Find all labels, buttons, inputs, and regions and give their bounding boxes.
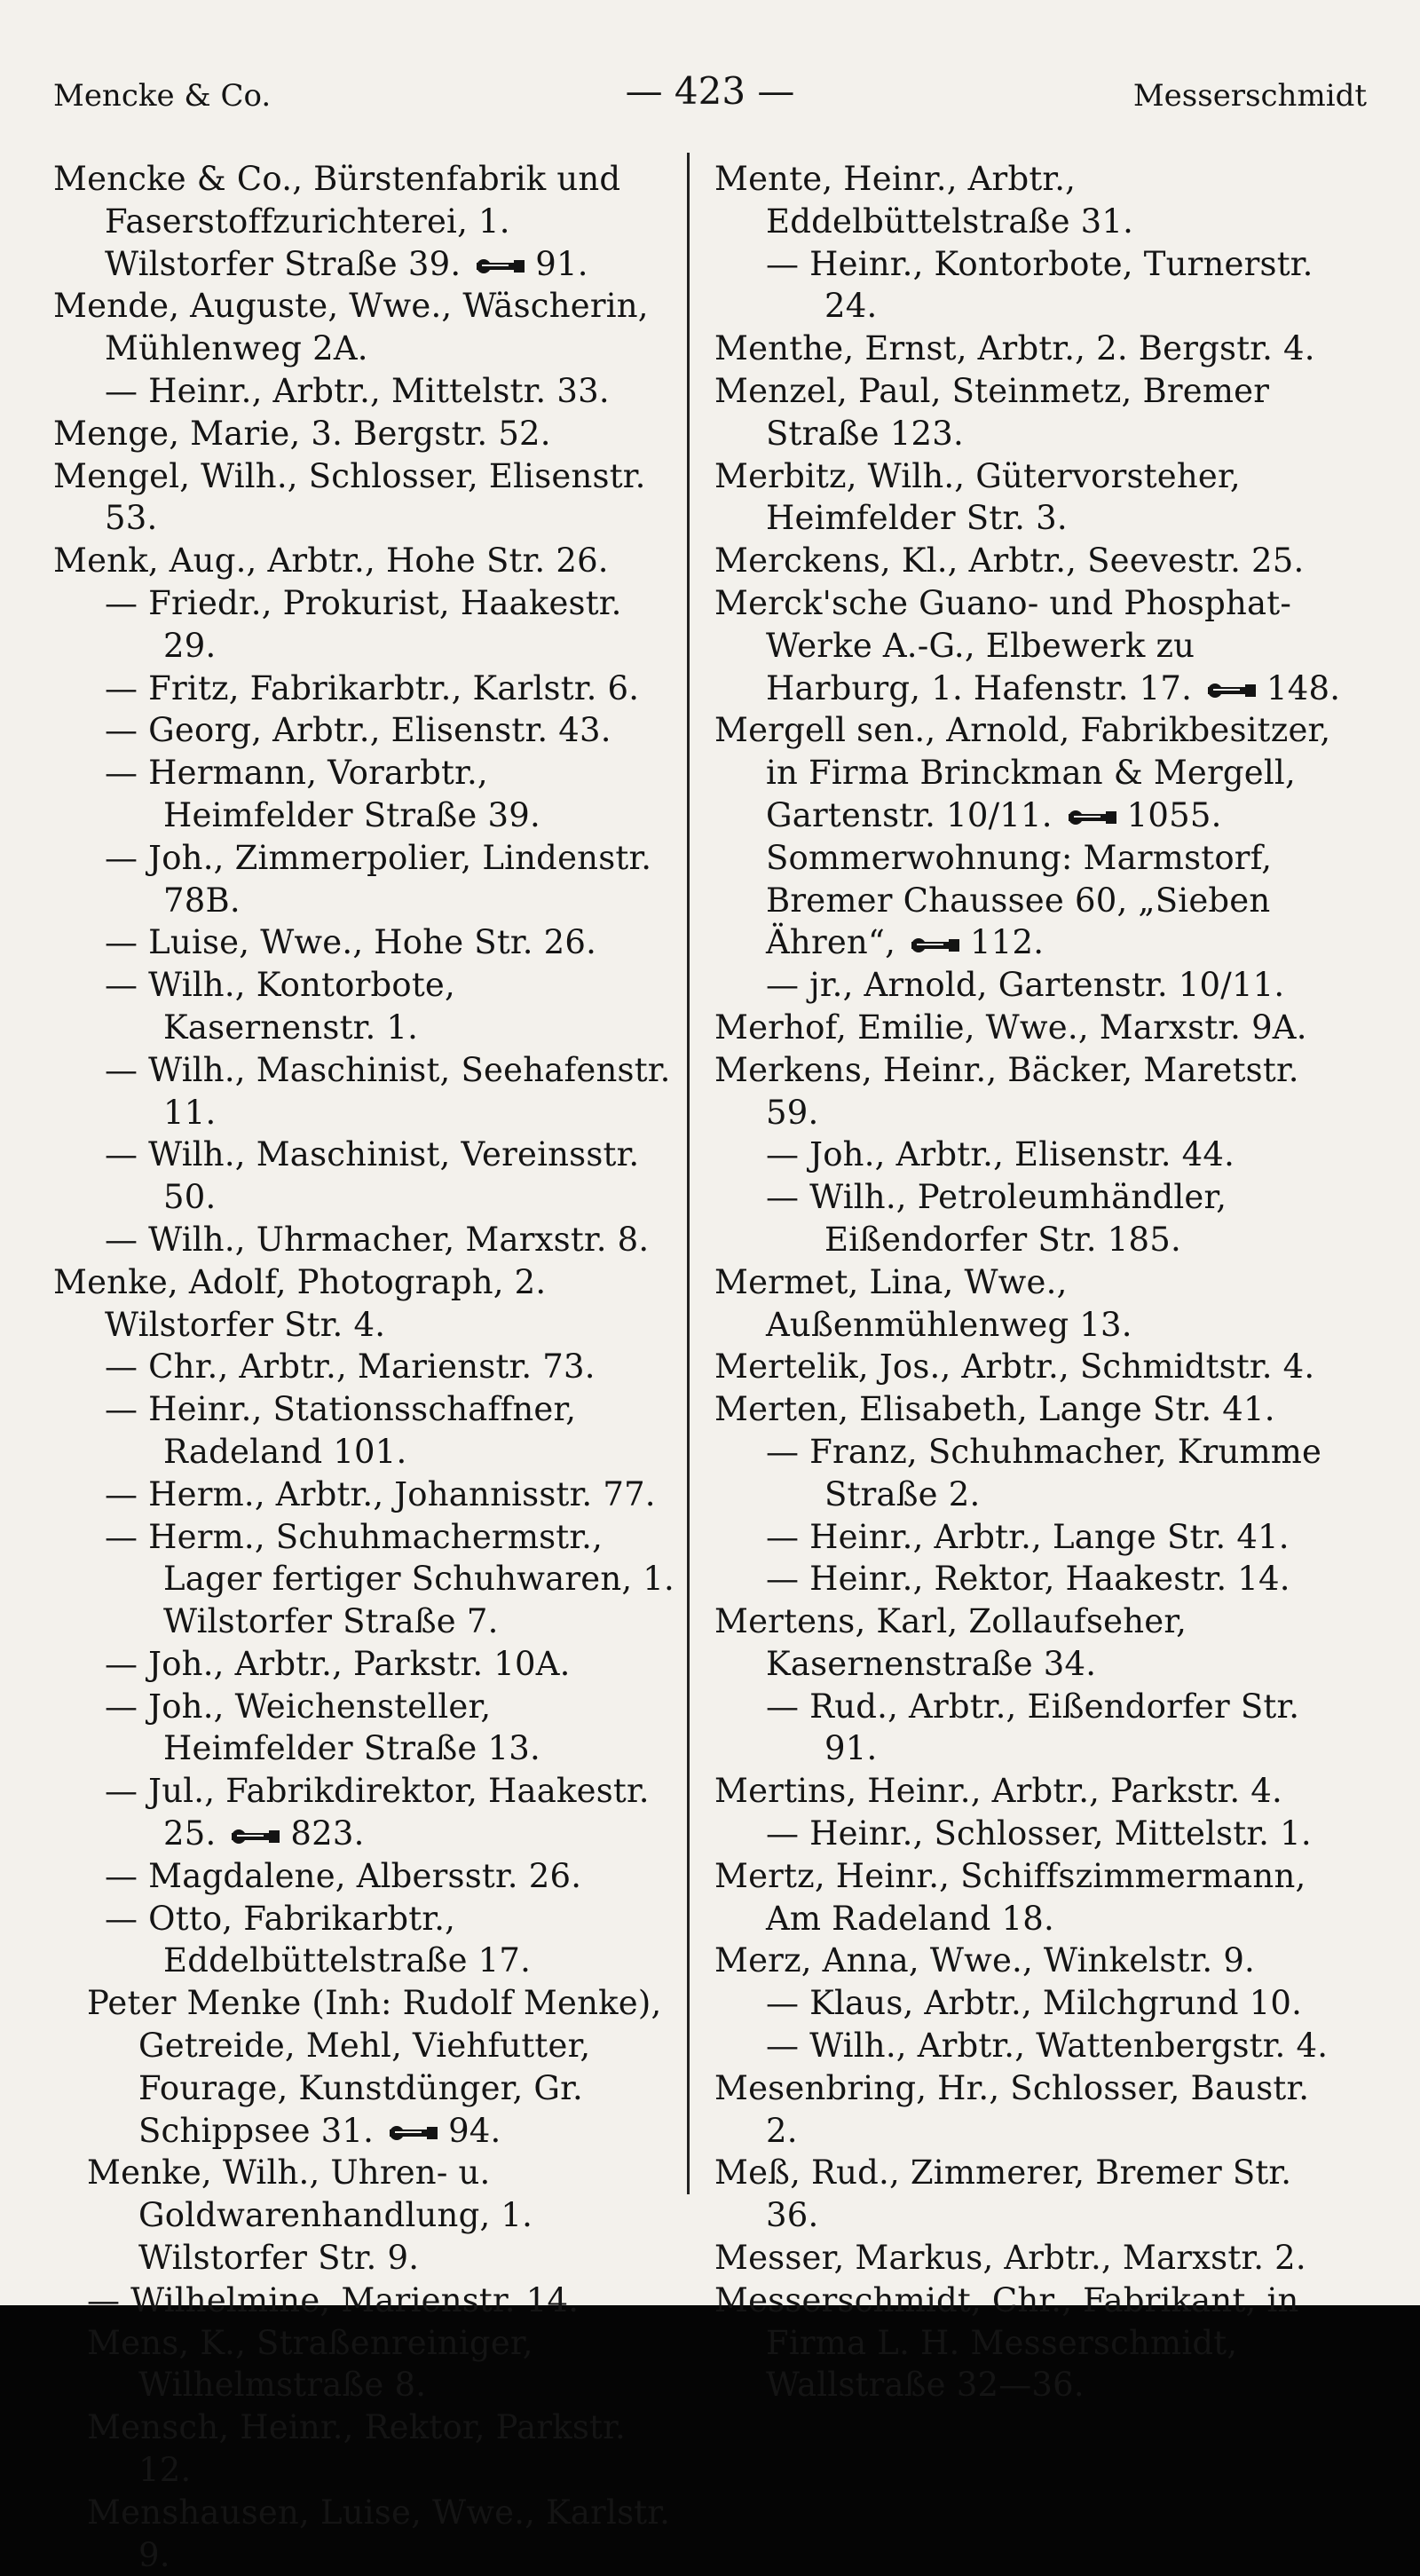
page-number: — 423 —	[625, 69, 795, 113]
telephone-icon	[388, 2123, 439, 2143]
entry-text: — Joh., Arbtr., Parkstr. 10A.	[105, 1644, 571, 1683]
entry-text: — Klaus, Arbtr., Milchgrund 10.	[766, 1984, 1303, 2023]
column-divider	[687, 153, 690, 2194]
directory-entry	[714, 2025, 1345, 2067]
directory-entry	[714, 370, 1345, 455]
directory-entry	[714, 1770, 1345, 1813]
directory-entry	[53, 1643, 674, 1686]
directory-entry	[53, 1982, 674, 2152]
directory-entry	[714, 1176, 1345, 1261]
entry-text: — Hermann, Vorarbtr., Heimfelder Straße 39.	[105, 754, 540, 834]
entry-text: Menk, Aug., Arbtr., Hohe Str. 26.	[53, 541, 609, 581]
directory-entry	[714, 1940, 1345, 1982]
directory-entry	[714, 1049, 1345, 1134]
phone-number: 112.	[970, 923, 1045, 962]
entry-text: — Magdalene, Albersstr. 26.	[105, 1856, 582, 1895]
directory-entry	[53, 837, 674, 922]
entry-text: — Joh., Arbtr., Elisenstr. 44.	[766, 1135, 1235, 1174]
directory-entry	[53, 2492, 674, 2576]
directory-entry	[53, 2280, 674, 2322]
entry-text: Menke, Adolf, Photograph, 2. Wilstorfer Str. 4.	[53, 1262, 547, 1344]
directory-entry	[714, 2152, 1345, 2237]
entry-text: Menke, Wilh., Uhren- u. Goldwarenhandlung, 1. Wilstorfer Str. 9.	[87, 2153, 533, 2278]
directory-entry	[714, 1261, 1345, 1347]
directory-entry	[714, 158, 1345, 243]
entry-text: — jr., Arnold, Gartenstr. 10/11.	[766, 966, 1285, 1005]
directory-entry	[53, 2152, 674, 2279]
entry-text: Mente, Heinr., Arbtr., Eddelbüttelstraße 31.	[714, 160, 1134, 241]
directory-entry	[53, 1219, 674, 1261]
entry-text: Menge, Marie, 3. Bergstr. 52.	[53, 414, 551, 453]
entry-text: — Heinr., Stationsschaffner, Radeland 101.	[105, 1390, 577, 1471]
entry-text: Peter Menke (Inh: Rudolf Menke), Getreide, Mehl, Viehfutter, Fourage, Kunstdünger, Gr. Schippsee 31.	[87, 1984, 662, 2150]
entry-text: — Luise, Wwe., Hohe Str. 26.	[105, 923, 597, 962]
entry-text: Mencke & Co., Bürstenfabrik und Faserstoffzurichterei, 1. Wilstorfer Straße 39.	[53, 160, 621, 283]
entry-text: — Rud., Arbtr., Eißendorfer Str. 91.	[766, 1687, 1300, 1768]
entry-text: Merten, Elisabeth, Lange Str. 41.	[714, 1390, 1275, 1429]
directory-entry	[53, 709, 674, 752]
entry-text: Mergell sen., Arnold, Fabrikbesitzer, in Firma Brinckman & Mergell, Gartenstr. 10/11.	[714, 711, 1331, 834]
entry-text: Meß, Rud., Zimmerer, Bremer Str. 36.	[714, 2153, 1292, 2235]
entry-text: Mende, Auguste, Wwe., Wäscherin, Mühlenweg 2A.	[53, 287, 649, 368]
directory-entry	[714, 1982, 1345, 2025]
entry-text: Mertelik, Jos., Arbtr., Schmidtstr. 4.	[714, 1347, 1315, 1387]
entry-text: Mertens, Karl, Zollaufseher, Kasernenstraße 34.	[714, 1602, 1187, 1683]
directory-entry	[714, 1855, 1345, 1940]
left-column	[53, 158, 674, 2576]
directory-entry	[53, 1388, 674, 1474]
entry-text: — Wilh., Kontorbote, Kasernenstr. 1.	[105, 966, 455, 1047]
phone-number: 823.	[290, 1814, 365, 1853]
entry-text: — Heinr., Rektor, Haakestr. 14.	[766, 1560, 1290, 1599]
directory-entry	[714, 1431, 1345, 1516]
entry-text: — Herm., Schuhmachermstr., Lager fertiger Schuhwaren, 1. Wilstorfer Straße 7.	[105, 1517, 674, 1641]
directory-entry	[53, 752, 674, 837]
entry-text: — Chr., Arbtr., Marienstr. 73.	[105, 1347, 596, 1387]
running-head-left: Mencke & Co.	[53, 78, 272, 114]
directory-entry	[53, 1770, 674, 1855]
directory-entry	[714, 2237, 1345, 2280]
entry-text: Merhof, Emilie, Wwe., Marxstr. 9A.	[714, 1007, 1307, 1047]
entry-text: Merckens, Kl., Arbtr., Seevestr. 25.	[714, 541, 1305, 581]
directory-entry	[53, 285, 674, 370]
directory-entry	[53, 1898, 674, 1983]
directory-entry	[53, 2406, 674, 2492]
entry-text: — Franz, Schuhmacher, Krumme Straße 2.	[766, 1432, 1322, 1513]
entry-text: — Wilhelmine, Marienstr. 14.	[87, 2280, 580, 2319]
directory-entry	[714, 1388, 1345, 1431]
entry-text: — Wilh., Maschinist, Seehafenstr. 11.	[105, 1050, 671, 1132]
directory-entry	[53, 1516, 674, 1643]
phone-number: 1055.	[1126, 795, 1222, 834]
entry-text: — Wilh., Uhrmacher, Marxstr. 8.	[105, 1220, 650, 1259]
directory-entry	[714, 540, 1345, 582]
directory-entry	[714, 582, 1345, 709]
directory-entry	[714, 1516, 1345, 1559]
directory-entry	[714, 709, 1345, 964]
entry-text: — Heinr., Schlosser, Mittelstr. 1.	[766, 1814, 1312, 1853]
telephone-icon	[475, 257, 526, 276]
entry-text: Mensch, Heinr., Rektor, Parkstr. 12.	[87, 2408, 626, 2490]
directory-entry	[53, 964, 674, 1049]
entry-text: Messer, Markus, Arbtr., Marxstr. 2.	[714, 2239, 1306, 2278]
telephone-icon	[1067, 808, 1118, 827]
entry-text: — Joh., Weichensteller, Heimfelder Straße 13.	[105, 1687, 540, 1768]
directory-entry	[714, 1558, 1345, 1600]
directory-entry	[53, 1261, 674, 1347]
directory-entry	[53, 455, 674, 541]
entry-text: — Wilh., Arbtr., Wattenbergstr. 4.	[766, 2027, 1329, 2066]
entry-text: — Herm., Arbtr., Johannisstr. 77.	[105, 1474, 656, 1513]
directory-entry	[714, 1813, 1345, 1855]
directory-entry	[53, 668, 674, 710]
entry-text: Mertz, Heinr., Schiffszimmermann, Am Radeland 18.	[714, 1856, 1306, 1938]
page-header	[0, 69, 1420, 122]
phone-number: 91.	[535, 244, 588, 283]
directory-entry	[714, 1600, 1345, 1686]
entry-text: — Friedr., Prokurist, Haakestr. 29.	[105, 583, 622, 665]
entry-text: Mermet, Lina, Wwe., Außenmühlenweg 13.	[714, 1262, 1132, 1344]
entry-text: — Otto, Fabrikarbtr., Eddelbüttelstraße 17.	[105, 1899, 532, 1980]
directory-entry	[53, 158, 674, 285]
entry-text: — Wilh., Maschinist, Vereinsstr. 50.	[105, 1135, 640, 1217]
entry-text: Merz, Anna, Wwe., Winkelstr. 9.	[714, 1941, 1256, 1980]
directory-entry	[714, 964, 1345, 1007]
directory-entry	[53, 582, 674, 668]
directory-entry	[53, 413, 674, 455]
entry-text: Messerschmidt, Chr., Fabrikant, in Firma L. H. Messerschmidt, Wallstraße 32—36.	[714, 2280, 1299, 2405]
directory-entry	[714, 243, 1345, 328]
directory-entry	[714, 1346, 1345, 1388]
directory-entry	[714, 1007, 1345, 1049]
entry-text: — Joh., Zimmerpolier, Lindenstr. 78B.	[105, 838, 652, 920]
entry-text: — Jul., Fabrikdirektor, Haakestr. 25.	[105, 1772, 650, 1853]
directory-entry	[714, 2280, 1345, 2406]
entry-text: Menzel, Paul, Steinmetz, Bremer Straße 123.	[714, 371, 1270, 453]
entry-text: Menshausen, Luise, Wwe., Karlstr. 9.	[87, 2493, 671, 2574]
directory-entry	[53, 1049, 674, 1134]
directory-entry	[714, 455, 1345, 541]
directory-entry	[53, 1346, 674, 1388]
directory-entry	[53, 1134, 674, 1219]
entry-text: — Heinr., Kontorbote, Turnerstr. 24.	[766, 244, 1314, 326]
entry-text: Mens, K., Straßenreiniger, Wilhelmstraße 8.	[87, 2323, 533, 2405]
entry-text: — Heinr., Arbtr., Mittelstr. 33.	[105, 371, 610, 410]
right-column	[714, 158, 1345, 2406]
entry-text: — Georg, Arbtr., Elisenstr. 43.	[105, 711, 611, 750]
entry-text: Merkens, Heinr., Bäcker, Maretstr. 59.	[714, 1050, 1299, 1132]
directory-entry	[714, 328, 1345, 370]
directory-entry	[53, 540, 674, 582]
telephone-icon	[1206, 681, 1258, 700]
entry-text-continued: Sommerwohnung: Marmstorf, Bremer Chaussee 60, „Sieben Ähren“,	[766, 838, 1273, 962]
phone-number: 94.	[448, 2111, 501, 2150]
entry-text: Mengel, Wilh., Schlosser, Elisenstr. 53.	[53, 456, 646, 538]
directory-entry	[714, 1686, 1345, 1771]
entry-text: — Wilh., Petroleumhändler, Eißendorfer Str. 185.	[766, 1178, 1227, 1259]
running-head-right: Messerschmidt	[1132, 78, 1367, 114]
directory-entry	[53, 921, 674, 964]
telephone-icon	[230, 1827, 281, 1846]
entry-text: Merck'sche Guano- und Phosphat-Werke A.-G., Elbewerk zu Harburg, 1. Hafenstr. 17.	[714, 583, 1292, 707]
directory-entry	[53, 370, 674, 413]
entry-text: Merbitz, Wilh., Gütervorsteher, Heimfelder Str. 3.	[714, 456, 1241, 538]
entry-text: Mesenbring, Hr., Schlosser, Baustr. 2.	[714, 2068, 1310, 2150]
telephone-icon	[910, 936, 961, 955]
directory-entry	[53, 1855, 674, 1898]
directory-entry	[53, 1686, 674, 1771]
entry-text: Mertins, Heinr., Arbtr., Parkstr. 4.	[714, 1772, 1283, 1811]
entry-text: — Fritz, Fabrikarbtr., Karlstr. 6.	[105, 668, 640, 707]
directory-entry	[714, 2067, 1345, 2153]
directory-entry	[714, 1134, 1345, 1176]
directory-entry	[53, 2322, 674, 2407]
directory-entry	[53, 1474, 674, 1516]
phone-number: 148.	[1266, 668, 1341, 707]
entry-text: — Heinr., Arbtr., Lange Str. 41.	[766, 1517, 1290, 1556]
entry-text: Menthe, Ernst, Arbtr., 2. Bergstr. 4.	[714, 329, 1315, 368]
